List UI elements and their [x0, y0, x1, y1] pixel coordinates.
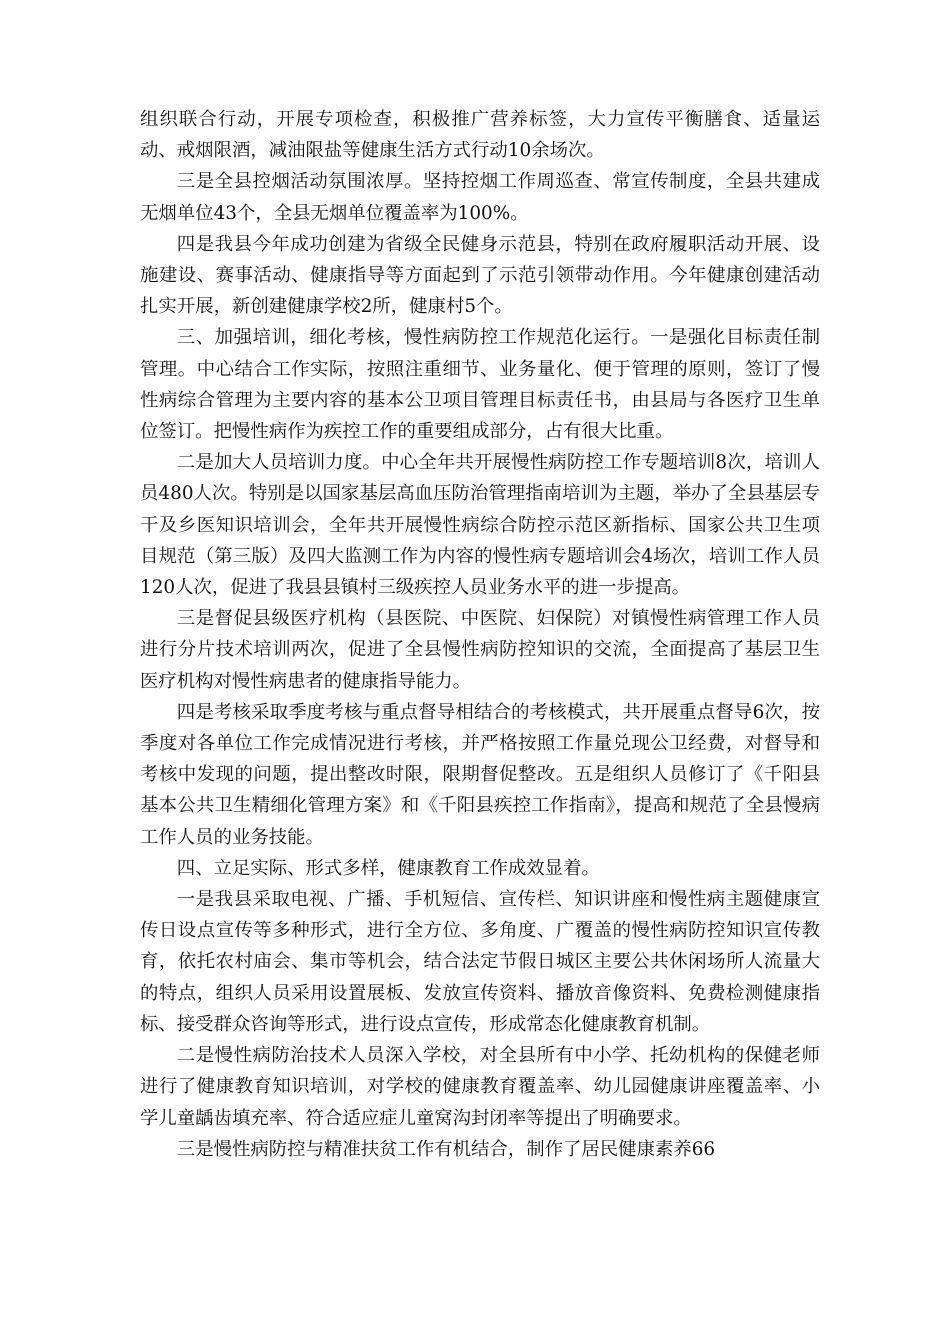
paragraph-1: 组织联合行动，开展专项检查，积极推广营养标签，大力宣传平衡膳食、适量运动、戒烟限酒，减油限盐等健康生活方式行动10余场次。: [140, 109, 820, 162]
paragraph-9: 一是我县采取电视、广播、手机短信、宣传栏、知识讲座和慢性病主题健康宣传日设点宣传等多种形式，进行全方位、多角度、广覆盖的慢性病防控知识宣传教育，依托农村庙会、集市等机会，结合法定节假日城区主要公共休闲场所人流量大的特点，组织人员采用设置展板、发放宣传资料、播放音像资料、免费检测健康指标、接受群众咨询等形式，进行设点宣传，形成常态化健康教育机制。: [140, 889, 820, 1035]
paragraph-11: 三是慢性病防控与精准扶贫工作有机结合，制作了居民健康素养66: [176, 1138, 716, 1160]
paragraph-6: 三是督促县级医疗机构（县医院、中医院、妇保院）对镇慢性病管理工作人员进行分片技术培训两次，促进了全县慢性病防控知识的交流，全面提高了基层卫生医疗机构对慢性病患者的健康指导能力。: [140, 608, 820, 692]
paragraph-10: 二是慢性病防治技术人员深入学校，对全县所有中小学、托幼机构的保健老师进行了健康教育知识培训，对学校的健康教育覆盖率、幼儿园健康讲座覆盖率、小学儿童龋齿填充率、符合适应症儿童窝沟封闭率等提出了明确要求。: [140, 1045, 820, 1129]
paragraph-2: 三是全县控烟活动氛围浓厚。坚持控烟工作周巡查、常宣传制度，全县共建成无烟单位43个，全县无烟单位覆盖率为100%。: [140, 171, 820, 224]
section-heading-4: 四、立足实际、形式多样，健康教育工作成效显着。: [176, 857, 600, 879]
paragraph-5: 二是加大人员培训力度。中心全年共开展慢性病防控工作专题培训8次，培训人员480人次。特别是以国家基层高血压防治管理指南培训为主题，举办了全县基层专干及乡医知识培训会，全年共开展慢性病综合防控示范区新指标、国家公共卫生项目规范（第三版）及四大监测工作为内容的慢性病专题培训会4场次，培训工作人员120人次，促进了我县县镇村三级疾控人员业务水平的进一步提高。: [140, 452, 820, 599]
document-page: [140, 104, 820, 1165]
paragraph-3: 四是我县今年成功创建为省级全民健身示范县，特别在政府履职活动开展、设施建设、赛事活动、健康指导等方面起到了示范引领带动作用。今年健康创建活动扎实开展，新创建健康学校2所，健康村5个。: [140, 233, 820, 318]
paragraph-7: 四是考核采取季度考核与重点督导相结合的考核模式，共开展重点督导6次，按季度对各单位工作完成情况进行考核，并严格按照工作量兑现公卫经费，对督导和考核中发现的问题，提出整改时限，限期督促整改。五是组织人员修订了《千阳县基本公共卫生精细化管理方案》和《千阳县疾控工作指南》，提高和规范了全县慢病工作人员的业务技能。: [140, 701, 820, 848]
paragraph-4: 三、加强培训，细化考核，慢性病防控工作规范化运行。一是强化目标责任制管理。中心结合工作实际，按照注重细节、业务量化、便于管理的原则，签订了慢性病综合管理为主要内容的基本公卫项目管理目标责任书，由县局与各医疗卫生单位签订。把慢性病作为疾控工作的重要组成部分，占有很大比重。: [140, 327, 820, 443]
